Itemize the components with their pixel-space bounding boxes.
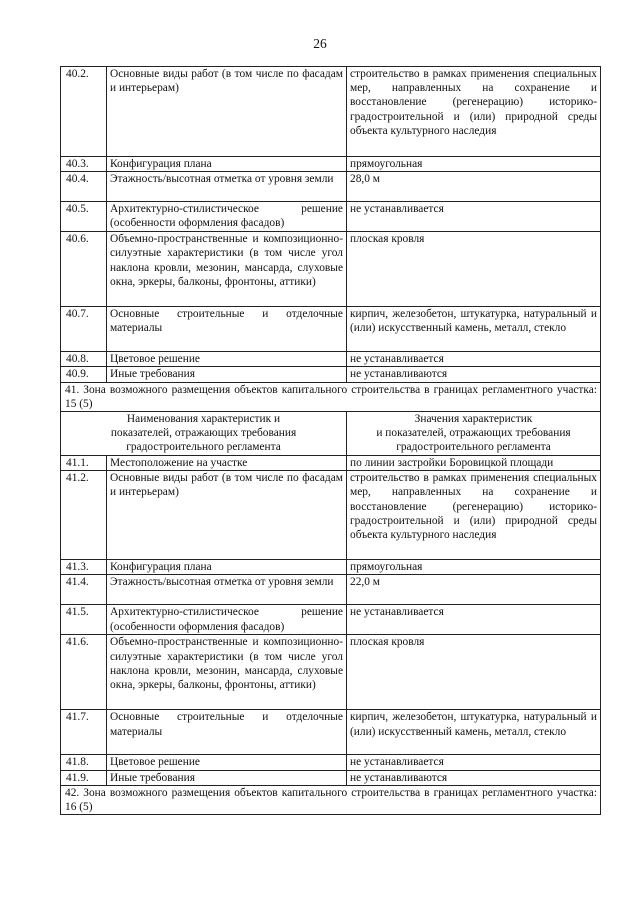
header-line: градостроительного регламента bbox=[396, 441, 551, 454]
table-row bbox=[61, 67, 601, 157]
characteristic-value: кирпич, железобетон, штукатурка, натуральный и (или) искусственный камень, металл, стекло bbox=[347, 710, 601, 755]
row-number: 41.5. bbox=[61, 605, 107, 635]
row-number: 41.3. bbox=[61, 560, 107, 575]
zone-title-row bbox=[61, 382, 601, 411]
characteristic-value: кирпич, железобетон, штукатурка, натуральный и (или) искусственный камень, металл, стекло bbox=[347, 307, 601, 352]
row-number: 41.4. bbox=[61, 575, 107, 605]
characteristic-name: Основные строительные и отделочные материалы bbox=[107, 307, 347, 352]
characteristic-name: Этажность/высотная отметка от уровня земли bbox=[107, 575, 347, 605]
table-row bbox=[61, 605, 601, 635]
characteristic-value: 28,0 м bbox=[347, 172, 601, 202]
characteristic-value: строительство в рамках применения специальных мер, направленных на сохранение и восстановление (регенерацию) историко-градостроительной и (или) природной среды объекта культурного наследия bbox=[347, 67, 601, 157]
characteristic-name: Конфигурация плана bbox=[107, 157, 347, 172]
table-row bbox=[61, 755, 601, 770]
row-number: 40.5. bbox=[61, 202, 107, 232]
characteristic-value: прямоугольная bbox=[347, 560, 601, 575]
header-line: Наименования характеристик и bbox=[126, 413, 281, 426]
row-number: 41.7. bbox=[61, 710, 107, 755]
characteristic-value: прямоугольная bbox=[347, 157, 601, 172]
row-number: 41.9. bbox=[61, 770, 107, 785]
characteristic-value: не устанавливаются bbox=[347, 770, 601, 785]
header-values bbox=[347, 412, 601, 456]
characteristic-name: Конфигурация плана bbox=[107, 560, 347, 575]
characteristic-value: строительство в рамках применения специальных мер, направленных на сохранение и восстановление (регенерацию) историко-градостроительной и (или) природной среды объекта культурного наследия bbox=[347, 471, 601, 560]
row-number: 40.4. bbox=[61, 172, 107, 202]
characteristic-name: Объемно-пространственные и композиционно-силуэтные характеристики (в том числе угол наклона кровли, мезонин, мансарда, слуховые окна, эркеры, балконы, фронтоны, аттики) bbox=[107, 232, 347, 307]
regulation-table bbox=[60, 66, 601, 815]
header-line: и показателей, отражающих требования bbox=[376, 427, 571, 440]
characteristic-name: Основные виды работ (в том числе по фасадам и интерьерам) bbox=[107, 67, 347, 157]
characteristic-name: Иные требования bbox=[107, 770, 347, 785]
row-number: 41.2. bbox=[61, 471, 107, 560]
table-row bbox=[61, 456, 601, 471]
table-row bbox=[61, 202, 601, 232]
header-line: градостроительного регламента bbox=[126, 441, 281, 454]
table-row bbox=[61, 770, 601, 785]
row-number: 40.6. bbox=[61, 232, 107, 307]
characteristic-value: не устанавливается bbox=[347, 755, 601, 770]
header-line: Значения характеристик bbox=[414, 413, 533, 426]
characteristic-name: Иные требования bbox=[107, 367, 347, 382]
characteristic-value: не устанавливаются bbox=[347, 367, 601, 382]
table-row bbox=[61, 157, 601, 172]
characteristic-value: по линии застройки Боровицкой площади bbox=[347, 456, 601, 471]
zone-41-title: 41. Зона возможного размещения объектов капитального строительства в границах регламентного участка: 15 (5) bbox=[61, 382, 601, 411]
header-line: показателей, отражающих требования bbox=[110, 427, 297, 440]
zone-title-row bbox=[61, 785, 601, 814]
row-number: 40.3. bbox=[61, 157, 107, 172]
row-number: 41.6. bbox=[61, 635, 107, 710]
characteristic-name: Цветовое решение bbox=[107, 755, 347, 770]
characteristic-name: Местоположение на участке bbox=[107, 456, 347, 471]
row-number: 40.8. bbox=[61, 352, 107, 367]
row-number: 41.8. bbox=[61, 755, 107, 770]
table-row bbox=[61, 575, 601, 605]
characteristic-name: Основные виды работ (в том числе по фасадам и интерьерам) bbox=[107, 471, 347, 560]
table-row bbox=[61, 710, 601, 755]
characteristic-value: не устанавливается bbox=[347, 202, 601, 232]
table-row bbox=[61, 635, 601, 710]
characteristic-value: не устанавливается bbox=[347, 352, 601, 367]
characteristic-name: Цветовое решение bbox=[107, 352, 347, 367]
table-row bbox=[61, 352, 601, 367]
row-number: 40.2. bbox=[61, 67, 107, 157]
characteristic-value: плоская кровля bbox=[347, 635, 601, 710]
page-number: 26 bbox=[313, 36, 327, 51]
characteristic-name: Архитектурно-стилистическое решение (особенности оформления фасадов) bbox=[107, 202, 347, 232]
zone-42-title: 42. Зона возможного размещения объектов капитального строительства в границах регламентного участка: 16 (5) bbox=[61, 785, 601, 814]
table-row bbox=[61, 172, 601, 202]
row-number: 41.1. bbox=[61, 456, 107, 471]
table-row bbox=[61, 232, 601, 307]
row-number: 40.9. bbox=[61, 367, 107, 382]
characteristic-value: не устанавливается bbox=[347, 605, 601, 635]
table-row bbox=[61, 560, 601, 575]
characteristic-name: Основные строительные и отделочные материалы bbox=[107, 710, 347, 755]
header-characteristics bbox=[61, 412, 347, 456]
table-row bbox=[61, 307, 601, 352]
table-row bbox=[61, 471, 601, 560]
table-row bbox=[61, 367, 601, 382]
column-header-row bbox=[61, 412, 601, 456]
characteristic-value: плоская кровля bbox=[347, 232, 601, 307]
characteristic-name: Этажность/высотная отметка от уровня земли bbox=[107, 172, 347, 202]
characteristic-name: Архитектурно-стилистическое решение (особенности оформления фасадов) bbox=[107, 605, 347, 635]
row-number: 40.7. bbox=[61, 307, 107, 352]
characteristic-name: Объемно-пространственные и композиционно-силуэтные характеристики (в том числе угол наклона кровли, мезонин, мансарда, слуховые окна, эркеры, балконы, фронтоны, аттики) bbox=[107, 635, 347, 710]
characteristic-value: 22,0 м bbox=[347, 575, 601, 605]
